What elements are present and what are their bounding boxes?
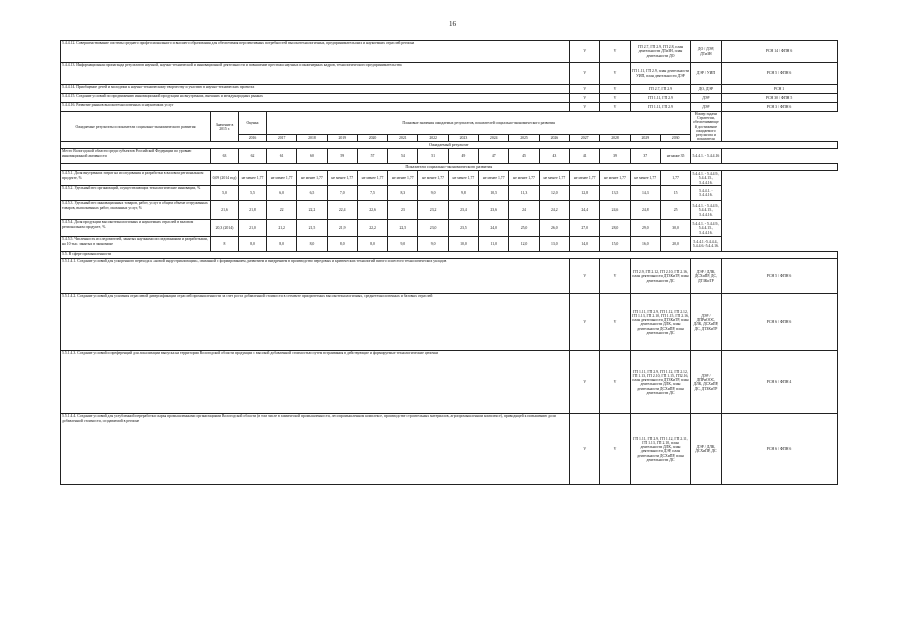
period-mark: V: [570, 351, 600, 414]
expected-label-row: [61, 142, 838, 149]
legal-basis: ГП 1.11, ГП 2.9: [630, 94, 691, 103]
plan-value: 7,5: [357, 186, 387, 201]
plan-value: 47: [479, 149, 509, 164]
plan-value: 23,4: [448, 201, 478, 220]
base-value: 21,6: [211, 201, 239, 220]
plan-value: 1,77: [660, 171, 690, 186]
period-mark: V: [600, 103, 630, 112]
indicator-name: Место Вологодской области среди субъектов Российской Федерации по уровню инновационной активности: [61, 149, 211, 164]
year-header: 2029: [630, 135, 660, 142]
period-mark: V: [570, 259, 600, 294]
plan-value: не менее 1,77: [479, 171, 509, 186]
base-value: 20,3 (2014): [211, 220, 239, 237]
plan-value: 11,0: [479, 237, 509, 252]
plan-value: не менее 1,77: [600, 171, 630, 186]
plan-value: 15,0: [600, 237, 630, 252]
period-mark: V: [600, 94, 630, 103]
plan-value: 23,5: [448, 220, 478, 237]
plan-value: не менее 1,77: [357, 171, 387, 186]
header-name: Ожидаемые результаты и показатели социально-экономического развития: [61, 112, 211, 142]
task-ref: 5.4.4.1.-5.4.4.4., 5.4.4.6.-5.4.4.16.: [691, 237, 721, 252]
year-header: 2023: [448, 135, 478, 142]
period-mark: V: [600, 259, 630, 294]
period-mark: V: [600, 41, 630, 63]
plan-value: 25: [660, 201, 690, 220]
year-header: 2028: [600, 135, 630, 142]
plan-value: 5,5: [239, 186, 267, 201]
plan-value: 9,0: [418, 237, 448, 252]
year-header: 2022: [418, 135, 448, 142]
task-ref: 5.4.4.1. - 5.4.4.16.: [691, 186, 721, 201]
task-ref: 5.4.4.1. - 5.4.4.9., 5.4.4.15., 5.4.4.16.: [691, 201, 721, 220]
plan-value: не менее 1,77: [388, 171, 418, 186]
plan-value: 24,0: [479, 220, 509, 237]
plan-value: 11,3: [509, 186, 539, 201]
year-header: 2020: [357, 135, 387, 142]
period-mark: V: [600, 351, 630, 414]
plan-value: 23,0: [418, 220, 448, 237]
plan-value: 8,0: [297, 237, 327, 252]
expected-label: Ожидаемый результат: [61, 142, 838, 149]
legal-basis: ГП 1.11, ГП 2.9, ГП 1.12, ГП 2.12, ГП 1.13, ГП 2.10, ГП 1.15, ГП2.16, план деятельности ДТЗКиТР, план деятельности ДЛК, план деятельности ДСХиПР, план деятельности ДС: [630, 351, 691, 414]
activity-row: [61, 85, 838, 94]
plan-value: 21,5: [297, 220, 327, 237]
indicator-name: 5.4.5.5. Численность исследователей, занятых научными исследованиями и разработками, на 10 тыс. занятых в экономике: [61, 237, 211, 252]
plan-value: 20,0: [660, 237, 690, 252]
plan-value: не менее 1,77: [539, 171, 569, 186]
plan-value: 23,2: [418, 201, 448, 220]
plan-value: 13,0: [539, 237, 569, 252]
executors: ДО / ДЭР, ДТиЗН: [691, 41, 721, 63]
executors: ДЭР / УИП: [691, 63, 721, 85]
program-code: РСН 6 / ФПН 4: [721, 351, 837, 414]
executors: ДЭР / ДЛК, ДСХиПР, ДС: [691, 414, 721, 485]
plan-value: 22,2: [357, 220, 387, 237]
plan-value: 9,8: [448, 186, 478, 201]
executors: ДЭР / ДПРиООС, ДЛК, ДСХиПР, ДС, ДТЗКиТР: [691, 294, 721, 351]
indicators-label: Показатели социально-экономического развития: [61, 164, 838, 171]
legal-basis: ГП 2.9, ГП 2.12, ГП 2.10, ГП 2.16, план деятельности ДТЗКиТР, план деятельности ДС: [630, 259, 691, 294]
executors: ДЭР / ДЛК, ДСХиПР, ДС, ДТЗКиТР: [691, 259, 721, 294]
activity-task: 5.5.1.4.1. Создание условий для ускоренного перехода к «новой индустриализации», связанной с формированием, развитием и внедрением в производство передовых и критических технологий пятого и шестого технологических укладов: [61, 259, 570, 294]
plan-value: 8,0: [327, 237, 357, 252]
plan-value: 59: [327, 149, 357, 164]
plan-value: 28,0: [600, 220, 630, 237]
plan-value: 29,0: [630, 220, 660, 237]
plan-value: 12,0: [539, 186, 569, 201]
task-ref: 5.4.4.1. - 5.4.4.9., 5.4.4.15., 5.4.4.16.: [691, 220, 721, 237]
plan-value: не менее 1,77: [239, 171, 267, 186]
program-code: РСН 6 / ФПН 6: [721, 414, 837, 485]
activity-task: 5.5.1.4.3. Создание условий и преференций для локализации выпуска на территории Вологодской области продукции с высокой добавленной стоимостью путем встраивания в действующие и формируемые технологические цепочки: [61, 351, 570, 414]
plan-value: не менее 1,77: [297, 171, 327, 186]
plan-value: 8,0: [357, 237, 387, 252]
period-mark: V: [600, 294, 630, 351]
plan-value: 21,8: [239, 201, 267, 220]
period-mark: V: [570, 294, 600, 351]
period-mark: V: [600, 63, 630, 85]
plan-value: 49: [448, 149, 478, 164]
year-header: 2027: [570, 135, 600, 142]
program-code: РСН 3 / ФПН 6: [721, 103, 837, 112]
indicator-row: [61, 171, 838, 186]
plan-value: 22,2: [297, 201, 327, 220]
plan-value: 60: [297, 149, 327, 164]
activity-task: 5.5.1.4.4. Создание условий для углубленной переработки сырья промышленными организациями Вологодской области (в том числе в химической промышленности, лесопромышленном комплексе, производстве строительных материалов, агропромышленном комплексе), приводящей к повышению доли добавленной стоимости, создаваемой в регионе: [61, 414, 570, 485]
indicator-row: [61, 201, 838, 220]
year-header: 2016: [239, 135, 267, 142]
plan-value: не менее 1,77: [448, 171, 478, 186]
legal-basis: ГП 1.11, ГП 2.9: [630, 103, 691, 112]
indicator-name: 5.4.5.2. Удельный вес организаций, осуществляющих технологические инновации, %: [61, 186, 211, 201]
executors: ДЭР: [691, 94, 721, 103]
year-header: 2026: [539, 135, 569, 142]
plan-value: не менее 1,77: [509, 171, 539, 186]
plan-value: 7,0: [327, 186, 357, 201]
plan-value: 21,9: [327, 220, 357, 237]
plan-value: 30,0: [660, 220, 690, 237]
period-mark: V: [570, 94, 600, 103]
plan-value: 15: [660, 186, 690, 201]
header-row: [61, 112, 838, 135]
header-plan: Плановые значения ожидаемых результатов, показателей социально-экономического развития: [267, 112, 691, 135]
plan-value: 37: [630, 149, 660, 164]
plan-value: не менее 1,77: [630, 171, 660, 186]
plan-value: 13,5: [600, 186, 630, 201]
indicator-row: [61, 220, 838, 237]
year-header: 2024: [479, 135, 509, 142]
legal-basis: ГП 1.11, ГП 2.9, план деятельности УИП, план деятельности ДЭР: [630, 63, 691, 85]
base-value: 5,0: [211, 186, 239, 201]
indicator-name: 5.4.5.3. Удельный вес инновационных товаров, работ, услуг в общем объеме отгруженных товаров, выполненных работ, оказанных услуг, %: [61, 201, 211, 220]
plan-value: 22,5: [388, 220, 418, 237]
program-code: РСН 1: [721, 85, 837, 94]
activity-row: [61, 294, 838, 351]
legal-basis: ГП 2.7, ГП 2.9, ГП 2.8, план деятельности ДТиЗН, план деятельности ДО: [630, 41, 691, 63]
year-header: 2021: [388, 135, 418, 142]
plan-value: 22: [267, 201, 297, 220]
plan-value: 26,0: [539, 220, 569, 237]
activity-task: 5.4.4.16. Развитие рынков высокотехнологичных и наукоемких услуг: [61, 103, 570, 112]
plan-value: 54: [388, 149, 418, 164]
plan-value: 25,0: [509, 220, 539, 237]
plan-value: 14,0: [570, 237, 600, 252]
plan-value: 24,6: [600, 201, 630, 220]
period-mark: V: [570, 103, 600, 112]
executors: ДО, ДЭР: [691, 85, 721, 94]
plan-value: 10,0: [448, 237, 478, 252]
section-row: [61, 252, 838, 259]
plan-value: 21,2: [267, 220, 297, 237]
section-title: 5.5. В сфере промышленности: [61, 252, 838, 259]
plan-value: 12,8: [570, 186, 600, 201]
activity-row: [61, 414, 838, 485]
plan-value: 8,0: [239, 237, 267, 252]
program-code: РСН 6 / ФПН 6: [721, 294, 837, 351]
plan-value: не менее 1,77: [570, 171, 600, 186]
activity-row: [61, 103, 838, 112]
executors: ДЭР / ДПРиООС, ДЛК, ДСХиПР, ДС, ДТЗКиТР: [691, 351, 721, 414]
plan-value: 39: [600, 149, 630, 164]
indicator-row: [61, 237, 838, 252]
year-header: 2019: [327, 135, 357, 142]
activity-task: 5.4.4.13. Информационная пропаганда результатов научной, научно-технической и инновационной деятельности и повышение престижа научных и инженерных кадров, технологического предпринимательства: [61, 63, 570, 85]
plan-value: 51: [418, 149, 448, 164]
indicator-row: [61, 186, 838, 201]
program-code: РСН 5 / ФПН 6: [721, 63, 837, 85]
activity-row: [61, 63, 838, 85]
plan-value: 57: [357, 149, 387, 164]
plan-value: не менее 1,77: [267, 171, 297, 186]
period-mark: V: [600, 414, 630, 485]
plan-value: 24,8: [630, 201, 660, 220]
plan-value: 43: [539, 149, 569, 164]
plan-value: 23,6: [479, 201, 509, 220]
period-mark: V: [570, 414, 600, 485]
plan-value: 16,0: [630, 237, 660, 252]
program-code: РСН 5 / ФПН 6: [721, 259, 837, 294]
plan-value: 9,0: [388, 237, 418, 252]
header-estimate: Оценка: [239, 112, 267, 135]
plan-value: 9,0: [418, 186, 448, 201]
plan-value: 6,5: [297, 186, 327, 201]
plan-value: 61: [267, 149, 297, 164]
task-ref: 5.4.4.1. - 5.4.4.9., 5.4.4.15., 5.4.4.16.: [692, 172, 720, 185]
plan-value: 10,5: [479, 186, 509, 201]
indicator-name: 5.4.5.1. Доля внутренних затрат на исследования и разработки в валовом региональном продукте, %: [61, 171, 211, 186]
header-base: Значение в 2015 г.: [211, 112, 239, 142]
plan-value: 6,0: [267, 186, 297, 201]
activity-task: 5.4.4.15. Создание условий по продвижению инновационной продукции на внутренних, внешних и международных рынках: [61, 94, 570, 103]
executors: ДЭР: [691, 103, 721, 112]
plan-value: 8,3: [388, 186, 418, 201]
plan-value: 45: [509, 149, 539, 164]
program-code: РСН 30 / ФПН 5: [721, 94, 837, 103]
plan-value: 24,4: [570, 201, 600, 220]
plan-value: 8,0: [267, 237, 297, 252]
activity-row: [61, 259, 838, 294]
plan-value: не менее 1,77: [327, 171, 357, 186]
legal-basis: ГП 1.11, ГП 2.9, ГП 1.12, ГП 2.11, ГП 1.13, ГП 2.10, план деятельности ДЛК, план деятельности ДЭР, план деятельности ДСХиПР, план деятельности ДС: [630, 414, 691, 485]
year-header: 2018: [297, 135, 327, 142]
period-mark: V: [600, 85, 630, 94]
strategy-table: [60, 40, 838, 485]
year-header: 2017: [267, 135, 297, 142]
activity-task: 5.4.4.14. Приобщение детей и молодежи к научно-техническому творчеству и участию в научно-технических проектах: [61, 85, 570, 94]
plan-value: 14,3: [630, 186, 660, 201]
legal-basis: ГП 2.7, ГП 2.9: [630, 85, 691, 94]
legal-basis: ГП 1.11, ГП 2.9, ГП 1.12, ГП 2.12, ГП 1.13, ГП 2.10, ГП 1.15, ГП 2.16, план деятельности ДТЗКиТР, план деятельности ДЛК, план деятельности ДСХиПР, план деятельности ДС: [630, 294, 691, 351]
plan-value: 41: [570, 149, 600, 164]
plan-value: 22,4: [327, 201, 357, 220]
plan-value: 21,0: [239, 220, 267, 237]
page-number: 16: [449, 20, 456, 28]
activity-row: [61, 94, 838, 103]
plan-value: 24,2: [539, 201, 569, 220]
indicators-label-row: [61, 164, 838, 171]
plan-value: 12,0: [509, 237, 539, 252]
activity-row: [61, 351, 838, 414]
period-mark: V: [570, 41, 600, 63]
year-header: 2025: [509, 135, 539, 142]
base-value: 8: [211, 237, 239, 252]
base-value: 0,09 (2014 год): [211, 171, 239, 186]
expected-row: [61, 149, 838, 164]
base-value: 63: [211, 149, 239, 164]
activity-task: 5.5.1.4.2. Создание условий для усиления отраслевой диверсификации отраслей промышленности за счет роста добавленной стоимости в сегменте приоритетных высокотехнологичных, среднетехнологичных и базовых отраслей: [61, 294, 570, 351]
plan-value: 24: [509, 201, 539, 220]
plan-value: не ниже 35: [660, 149, 690, 164]
plan-value: 62: [239, 149, 267, 164]
plan-value: 22,6: [357, 201, 387, 220]
activity-row: [61, 41, 838, 63]
activity-task: 5.4.4.12. Совершенствование системы среднего профессионального и высшего образования для обеспечения перспективных потребностей высокотехнологичных, предпринимательских и наукоемких отраслей региона: [61, 41, 570, 63]
plan-value: 23: [388, 201, 418, 220]
indicator-name: 5.4.5.4. Доля продукции высокотехнологичных и наукоемких отраслей в валовом региональном продукте, %: [61, 220, 211, 237]
header-task: Номер задачи Стратегии, обеспечивающей достижение ожидаемого результата и показателя: [691, 112, 721, 142]
plan-value: не менее 1,77: [418, 171, 448, 186]
period-mark: V: [570, 63, 600, 85]
year-header: 2030: [660, 135, 690, 142]
program-code: РСН 14 / ФПН 6: [721, 41, 837, 63]
task-ref: 5.4.4.1. - 5.4.4.16: [691, 149, 721, 164]
plan-value: 27,0: [570, 220, 600, 237]
period-mark: V: [570, 85, 600, 94]
